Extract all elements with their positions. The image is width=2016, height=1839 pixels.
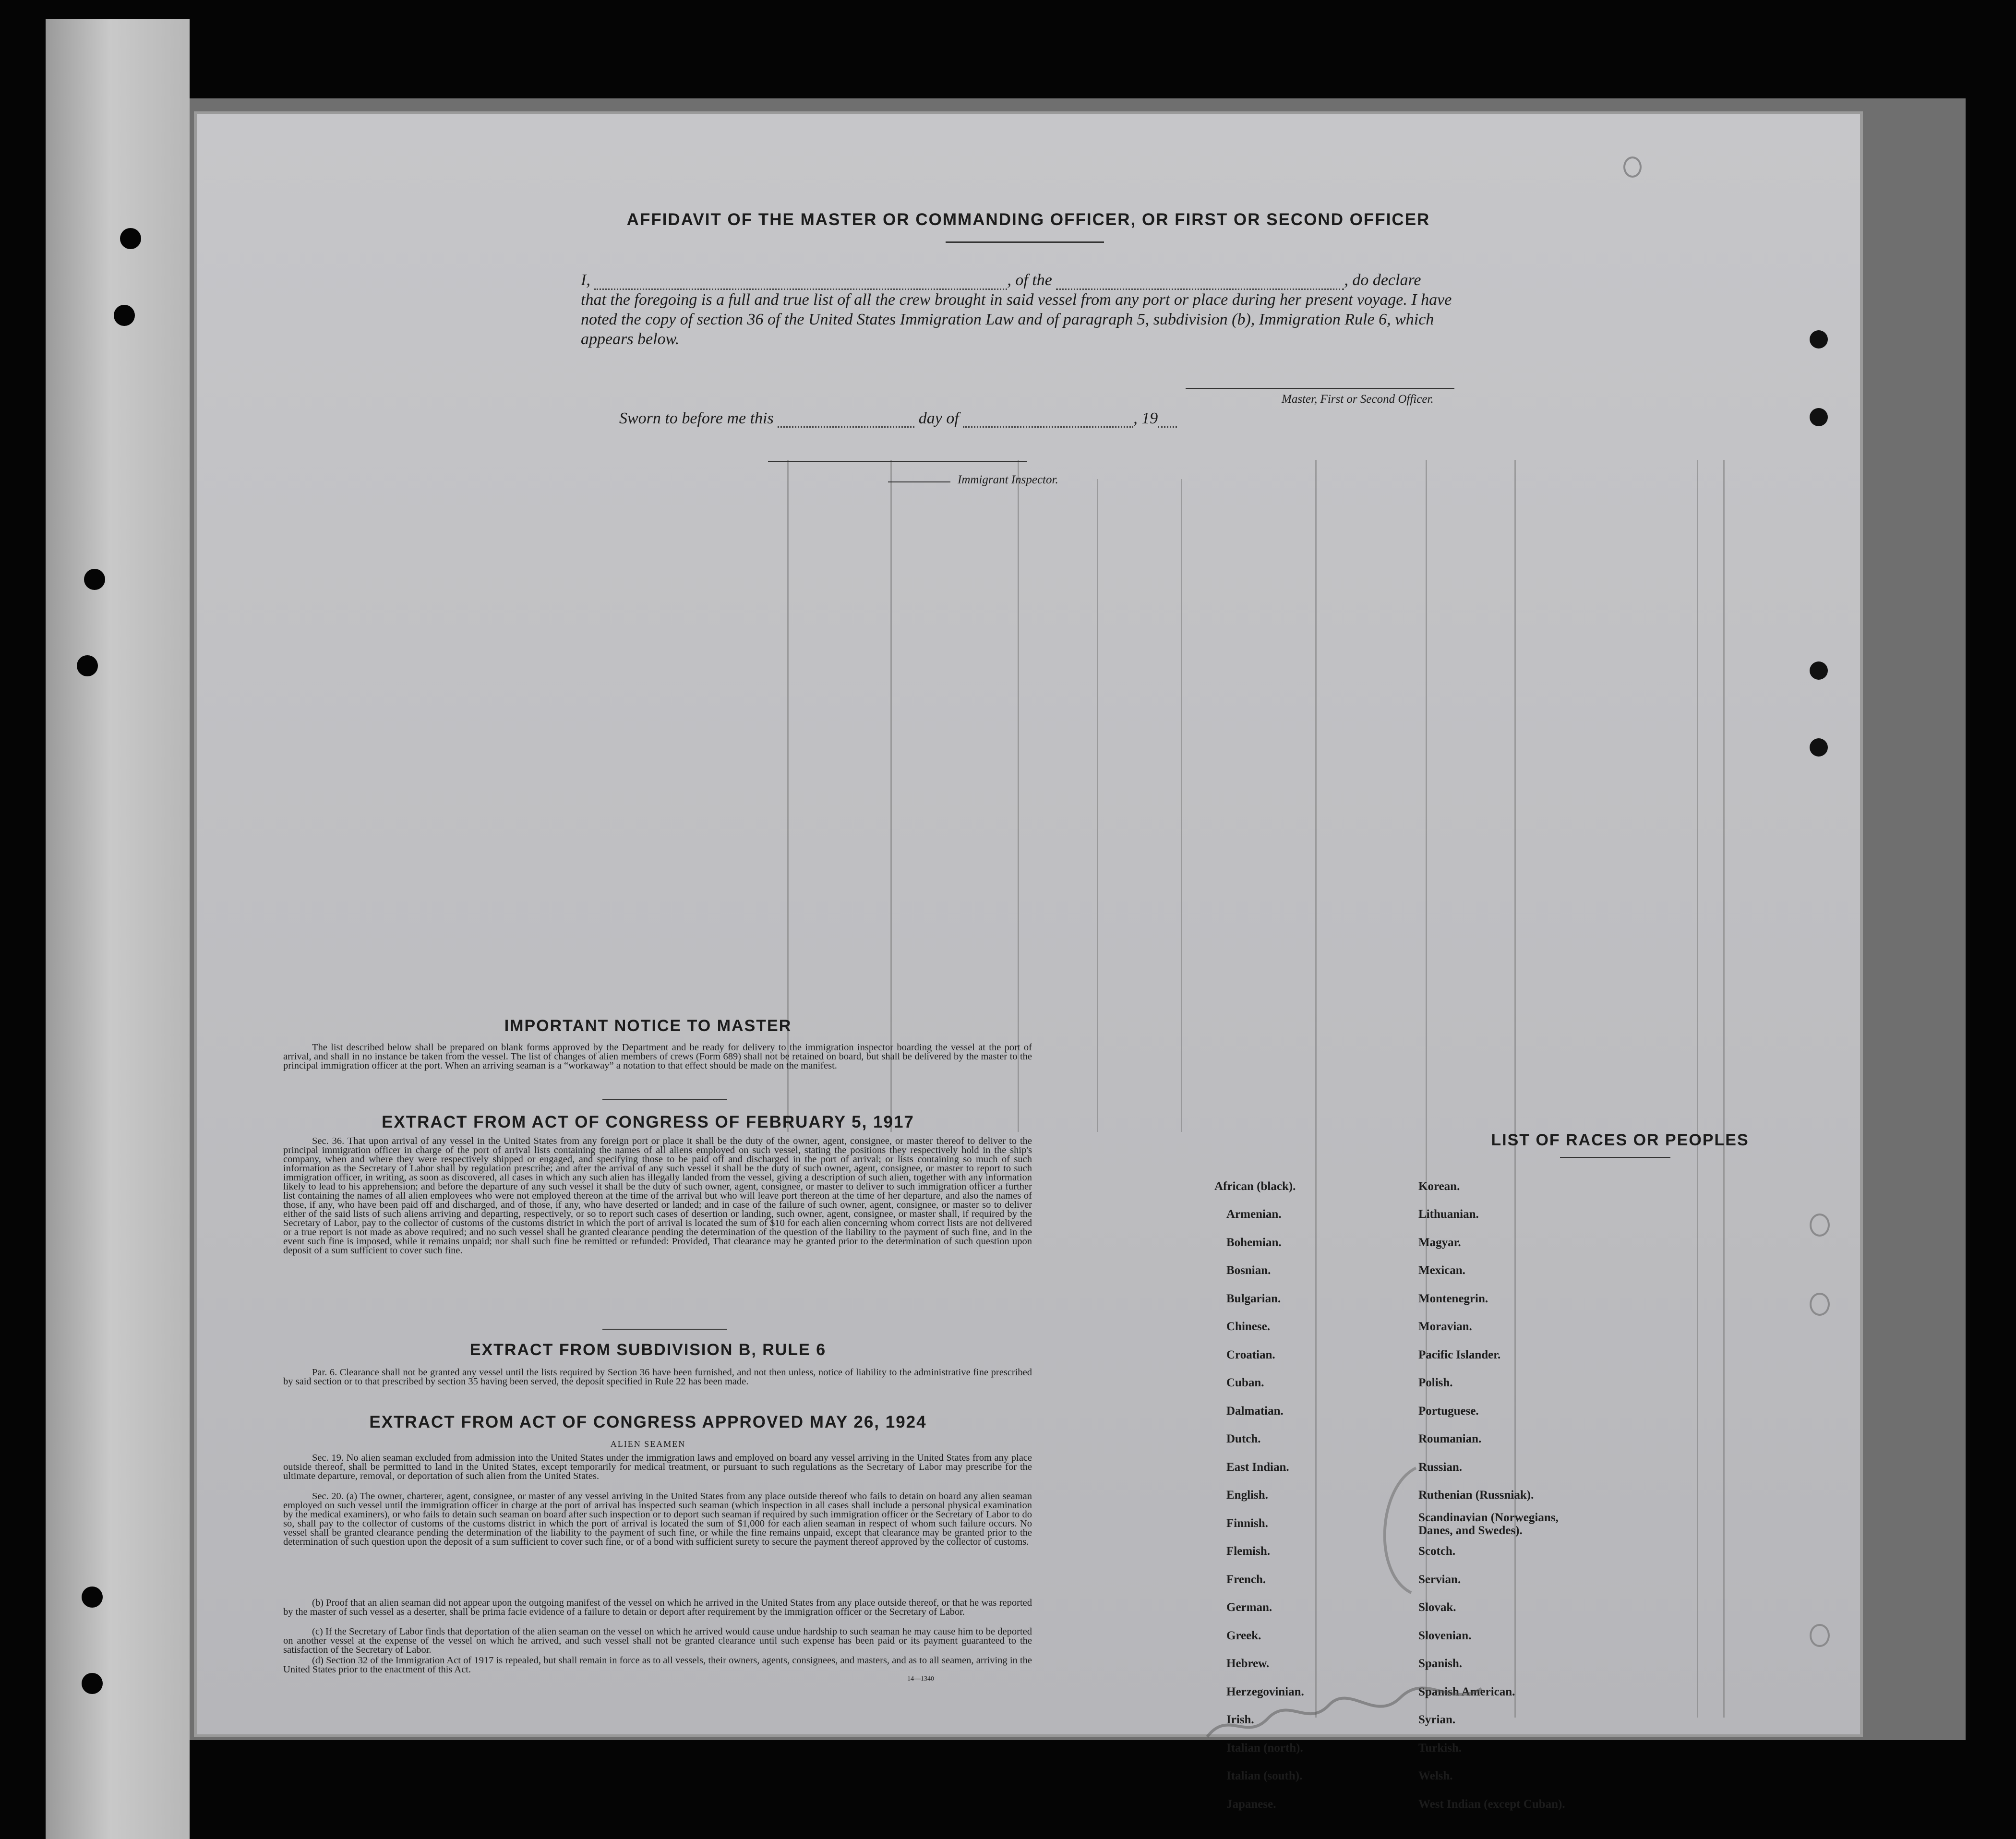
alien-seamen-subheading: ALIEN SEAMEN xyxy=(610,1439,686,1449)
race-item: Italian (south). xyxy=(1226,1769,1303,1782)
affidavit-title: AFFIDAVIT OF THE MASTER OR COMMANDING OFFICER, OR FIRST OR SECOND OFFICER xyxy=(626,210,1430,229)
affidavit-declaration xyxy=(581,270,1483,349)
extract-1924-sec19: Sec. 19. No alien seaman excluded from admission into the United States under the immigration laws and employed on board any vessel arriving in the United States from any place outside thereof, shall be permitted to land in the United States, except temporarily for medical treatment, or pursuant to such regulations as the Secretary of Labor may prescribe for the ultimate departure, removal, or deportation of such alien from the United States. xyxy=(283,1453,1032,1481)
race-item: English. xyxy=(1226,1489,1268,1502)
extract-1924-sec20c: (c) If the Secretary of Labor finds that deportation of the alien seaman on the vessel on which he arrived would cause undue hardship to such seaman he may cause him to be deported on another vessel at the expense of the vessel on which he arrived, and such vessel shall not be granted clearance until such expense has been paid or its payment guaranteed to the satisfaction of the Secretary of Labor. xyxy=(283,1626,1032,1655)
race-item: Slovak. xyxy=(1418,1601,1456,1614)
race-item: Greek. xyxy=(1226,1629,1261,1642)
race-item: Moravian. xyxy=(1418,1320,1472,1333)
year-prefix: , 19 xyxy=(1133,409,1158,427)
punch-hole xyxy=(1810,408,1828,426)
declaration-body: that the foregoing is a full and true list of all the crew brought in said vessel from any port or place during her present voyage. I have noted the copy of section 36 of the United States Immigration Law and of paragraph 5, subdivision (b), Immigration Rule 6, which appears below. xyxy=(581,291,1452,348)
extract-1917-divider xyxy=(602,1329,727,1330)
notice-heading: IMPORTANT NOTICE TO MASTER xyxy=(504,1017,792,1035)
race-item: Slovenian. xyxy=(1418,1629,1472,1642)
binding-strip xyxy=(46,19,190,1839)
day-of-label: day of xyxy=(918,409,959,427)
race-item: Japanese. xyxy=(1226,1798,1276,1811)
punch-hole xyxy=(1810,661,1828,680)
race-item: Bosnian. xyxy=(1226,1264,1271,1277)
title-divider xyxy=(946,241,1104,243)
inspector-label: Immigrant Inspector. xyxy=(958,473,1058,486)
declarant-name-blank[interactable] xyxy=(594,276,1007,290)
race-item: Servian. xyxy=(1418,1573,1461,1586)
master-signature-label: Master, First or Second Officer. xyxy=(1282,393,1434,406)
bleed-through-rule xyxy=(1097,479,1098,1132)
race-item: Irish. xyxy=(1226,1713,1254,1726)
race-item: Ruthenian (Russniak). xyxy=(1418,1489,1534,1502)
race-item: German. xyxy=(1226,1601,1272,1614)
sworn-line xyxy=(619,409,1177,428)
race-item: Pacific Islander. xyxy=(1418,1348,1501,1361)
race-item: Dutch. xyxy=(1226,1432,1261,1445)
race-item: Russian. xyxy=(1418,1461,1463,1474)
punch-hole xyxy=(114,305,135,326)
race-item: Armenian. xyxy=(1226,1208,1282,1221)
bleed-through-rule xyxy=(1723,460,1725,1718)
punch-hole xyxy=(84,569,105,590)
race-item: Cuban. xyxy=(1226,1376,1264,1389)
punch-hole xyxy=(82,1673,103,1694)
race-item: Bulgarian. xyxy=(1226,1292,1281,1305)
race-item: Turkish. xyxy=(1418,1742,1462,1755)
bleed-through-rule xyxy=(1181,479,1182,1132)
declaration-line xyxy=(581,270,1483,290)
handwriting-bleed-through xyxy=(1358,1458,1445,1602)
race-item: Korean. xyxy=(1418,1180,1460,1193)
extract-rule6-text: Par. 6. Clearance shall not be granted any vessel until the lists required by Section 36 have been furnished, and not then unless, notice of liability to the administrative fine prescribed by said section or to that prescribed by section 35 having been served, the deposit specified in Rule 22 has been made. xyxy=(283,1367,1032,1387)
declarant-prefix: I, xyxy=(581,271,590,289)
race-item: Bohemian. xyxy=(1226,1236,1282,1249)
extract-1917-heading: EXTRACT FROM ACT OF CONGRESS OF FEBRUARY 5, 1917 xyxy=(382,1113,914,1131)
sworn-year-blank[interactable] xyxy=(1158,414,1177,428)
race-item: Herzegovinian. xyxy=(1226,1685,1304,1698)
extract-1924-sec20a: Sec. 20. (a) The owner, charterer, agent, consignee, or master of any vessel arriving in the United States from any place outside thereof who fails to detain on board any alien seaman employed on such vessel until the immigration officer in charge at the port of arrival has inspected such seaman (which inspection in all cases shall include a personal physical examination by the medical examiners), or who fails to detain such seaman on board after such inspection or to deport such seaman if required by such immigration officer or the Secretary of Labor to do so, shall pay to the collector of customs of the customs district in which the port of arrival is located the sum of $1,000 for each alien seaman in respect of whom such failure occurs. No vessel shall be granted clearance pending the determination of the liability to the payment of such fine, or while the fine remains unpaid, except that clearance may be granted prior to the determination of such question upon the deposit of a sum sufficient to cover such fine, or of a bond with sufficient surety to secure the payment thereof approved by the collector of customs. xyxy=(283,1491,1032,1547)
bleed-through-rule xyxy=(1315,460,1317,1718)
race-item: Polish. xyxy=(1418,1376,1453,1389)
race-item: Croatian. xyxy=(1226,1348,1275,1361)
ring-hole xyxy=(1623,156,1642,178)
extract-1924-sec20b: (b) Proof that an alien seaman did not appear upon the outgoing manifest of the vessel on which he arrived in the United States from any place outside thereof, or that he was reported by the master of such vessel as a deserter, shall be prima facie evidence of a failure to detain or deport after requirement by the immigration officer or the Secretary of Labor. xyxy=(283,1598,1032,1617)
extract-1924-sec20d: (d) Section 32 of the Immigration Act of 1917 is repealed, but shall remain in force as to all vessels, their owners, agents, consignees, and masters, and as to all seamen, arriving in the United States prior to the enactment of this Act. xyxy=(283,1655,1032,1675)
ring-hole xyxy=(1810,1293,1830,1316)
notice-text: The list described below shall be prepared on blank forms approved by the Department and be ready for delivery to the immigration inspector boarding the vessel at the port of arrival, and shall in no instance be taken from the vessel. The list of changes of alien members of crews (Form 689) shall not be retained on board, but shall be delivered by the master to the principal immigration officer at the port. When an arriving seaman is a “workaway” a notation to that effect should be made on the manifest. xyxy=(283,1042,1032,1071)
race-item: Lithuanian. xyxy=(1418,1208,1479,1221)
sworn-month-blank[interactable] xyxy=(963,414,1133,428)
race-item: Spanish. xyxy=(1418,1657,1463,1670)
race-item: West Indian (except Cuban). xyxy=(1418,1798,1565,1811)
extract-rule6-heading: EXTRACT FROM SUBDIVISION B, RULE 6 xyxy=(469,1341,827,1359)
inspector-signature-line[interactable] xyxy=(768,461,1027,462)
race-item: Finnish. xyxy=(1226,1517,1268,1530)
manifest-page xyxy=(197,114,1860,1811)
race-item: Welsh. xyxy=(1418,1769,1453,1782)
race-item: Montenegrin. xyxy=(1418,1292,1488,1305)
inspector-short-line xyxy=(888,481,950,482)
race-item: African (black). xyxy=(1214,1180,1296,1193)
race-item: Hebrew. xyxy=(1226,1657,1270,1670)
punch-hole xyxy=(82,1587,103,1608)
race-item: French. xyxy=(1226,1573,1266,1586)
race-item: Dalmatian. xyxy=(1226,1405,1284,1418)
sworn-day-blank[interactable] xyxy=(778,414,914,428)
race-item: Mexican. xyxy=(1418,1264,1465,1277)
race-item: Scotch. xyxy=(1418,1545,1456,1558)
notice-divider xyxy=(602,1099,727,1100)
races-heading: LIST OF RACES OR PEOPLES xyxy=(1491,1131,1749,1149)
bleed-through-rule xyxy=(1697,460,1698,1718)
of-the-label: , of the xyxy=(1007,271,1052,289)
race-item: Spanish American. xyxy=(1418,1685,1515,1698)
punch-hole xyxy=(1810,738,1828,757)
master-signature-line[interactable] xyxy=(1186,388,1454,389)
extract-1917-text: Sec. 36. That upon arrival of any vessel in the United States from any foreign port or place it shall be the duty of the owner, agent, consignee, or master thereof to deliver to the principal immigration officer in charge of the port of arrival lists containing the names of all aliens employed on such vessel, stating the positions they respectively hold in the ship's company, when and where they were respectively shipped or engaged, and specifying those to be paid off and discharged in the port of arrival; or lists containing so much of such information as the Secretary of Labor shall by regulation prescribe; and after the arrival of any such vessel it shall be the duty of such owner, agent, consignee, or master to report to such immigration officer, in writing, as soon as discovered, all cases in which any such alien has illegally landed from the vessel, giving a description of such alien, together with any information likely to lead to his apprehension; and before the departure of any such vessel it shall be the duty of such owner, agent, consignee, or master to deliver to such immigration officer a further list containing the names of all alien employees who were not employed thereon at the time of the arrival but who will leave port thereon at the time of her departure, and also the names of those, if any, who have been paid off and discharged, and of those, if any, who have deserted or landed; and in case of the failure of such owner, agent, consignee, or master so to deliver either of the said lists of such aliens arriving and departing, respectively, or so to report such cases of desertion or landing, such owner, agent, consignee, or master shall, if required by the Secretary of Labor, pay to the collector of customs of the customs district in which the port of arrival is located the sum of $10 for each alien concerning whom correct lists are not delivered or a true report is not made as above required; and no such vessel shall be granted clearance pending the determination of the question of the liability to the payment of such fine, and in the event such fine is imposed, while it remains unpaid; nor shall such fine be remitted or refunded: Provided, That clearance may be granted prior to the determination of such question upon deposit of a sum sufficient to cover such fine. xyxy=(283,1136,1032,1256)
extract-1924-heading: EXTRACT FROM ACT OF CONGRESS APPROVED MAY 26, 1924 xyxy=(369,1413,927,1431)
race-item: Flemish. xyxy=(1226,1545,1270,1558)
do-declare-label: , do declare xyxy=(1344,271,1421,289)
form-number: 14—1340 xyxy=(907,1675,934,1683)
race-item: Scandinavian (Norwegians, Danes, and Swedes). xyxy=(1418,1511,1559,1537)
races-divider xyxy=(1560,1157,1670,1158)
punch-hole xyxy=(1810,330,1828,349)
vessel-name-blank[interactable] xyxy=(1056,276,1344,290)
race-item: Magyar. xyxy=(1418,1236,1461,1249)
sworn-prefix: Sworn to before me this xyxy=(619,409,774,427)
punch-hole xyxy=(120,228,141,249)
race-item: Chinese. xyxy=(1226,1320,1270,1333)
punch-hole xyxy=(77,655,98,676)
ring-hole xyxy=(1810,1214,1830,1237)
race-item: Italian (north). xyxy=(1226,1742,1303,1755)
race-item: Portuguese. xyxy=(1418,1405,1479,1418)
race-item: East Indian. xyxy=(1226,1461,1289,1474)
race-item: Syrian. xyxy=(1418,1713,1456,1726)
ring-hole xyxy=(1810,1624,1830,1647)
race-item: Roumanian. xyxy=(1418,1432,1482,1445)
